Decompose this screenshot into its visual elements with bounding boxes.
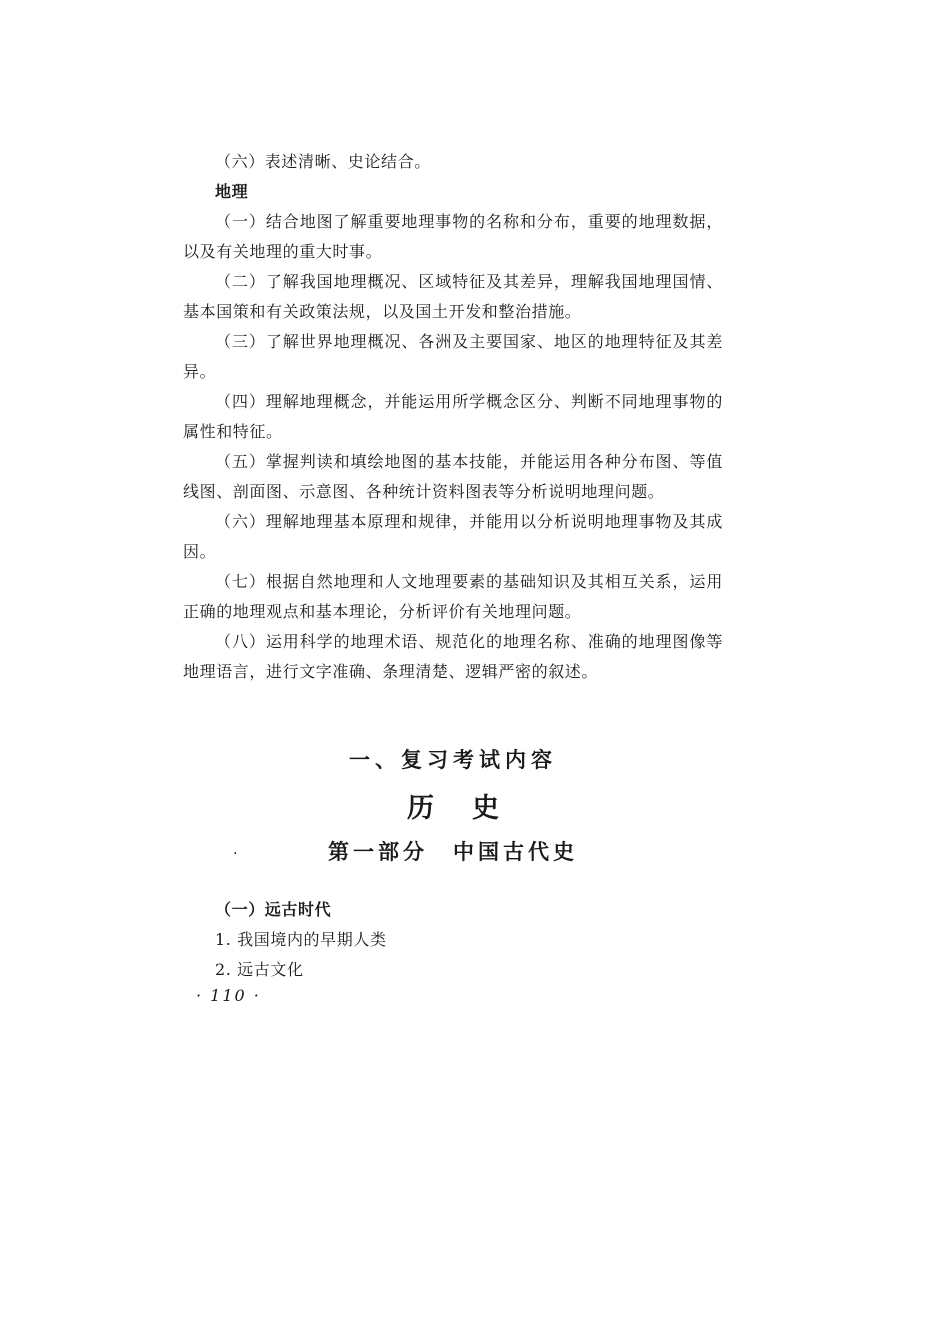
geography-item-7: （七）根据自然地理和人文地理要素的基础知识及其相互关系，运用正确的地理观点和基本理论，分析评价有关地理问题。 (183, 572, 723, 621)
geography-item-2: （二）了解我国地理概况、区域特征及其差异，理解我国地理国情、基本国策和有关政策法规，以及国土开发和整治措施。 (183, 272, 723, 321)
content-list-block (183, 895, 723, 985)
geography-item-8: （八）运用科学的地理术语、规范化的地理名称、准确的地理图像等地理语言，进行文字准确、条理清楚、逻辑严密的叙述。 (183, 632, 723, 681)
requirements-text-block (183, 147, 723, 687)
geography-heading: 地理 (215, 182, 249, 201)
geography-item-1: （一）结合地图了解重要地理事物的名称和分布，重要的地理数据，以及有关地理的重大时事。 (183, 212, 723, 261)
list-item: 1. 我国境内的早期人类 (215, 930, 387, 949)
list-item: 2. 远古文化 (215, 960, 304, 979)
geography-item-3: （三）了解世界地理概况、各洲及主要国家、地区的地理特征及其差异。 (183, 332, 723, 381)
history-item-six: （六）表述清晰、史论结合。 (215, 152, 431, 171)
geography-item-6: （六）理解地理基本原理和规律，并能用以分析说明地理事物及其成因。 (183, 512, 723, 561)
stray-mark: · (233, 846, 238, 862)
page-number: · 110 · (196, 986, 261, 1005)
geography-item-5: （五）掌握判读和填绘地图的基本技能，并能运用各种分布图、等值线图、剖面图、示意图、各种统计资料图表等分析说明地理问题。 (183, 452, 723, 501)
geography-item-4: （四）理解地理概念，并能运用所学概念区分、判断不同地理事物的属性和特征。 (183, 392, 723, 441)
section-heading: 一、复习考试内容 (349, 747, 557, 772)
subject-heading: 历史 (407, 793, 537, 824)
part-heading: 第一部分 中国古代史 (328, 839, 578, 864)
era-heading: （一）远古时代 (215, 900, 332, 919)
